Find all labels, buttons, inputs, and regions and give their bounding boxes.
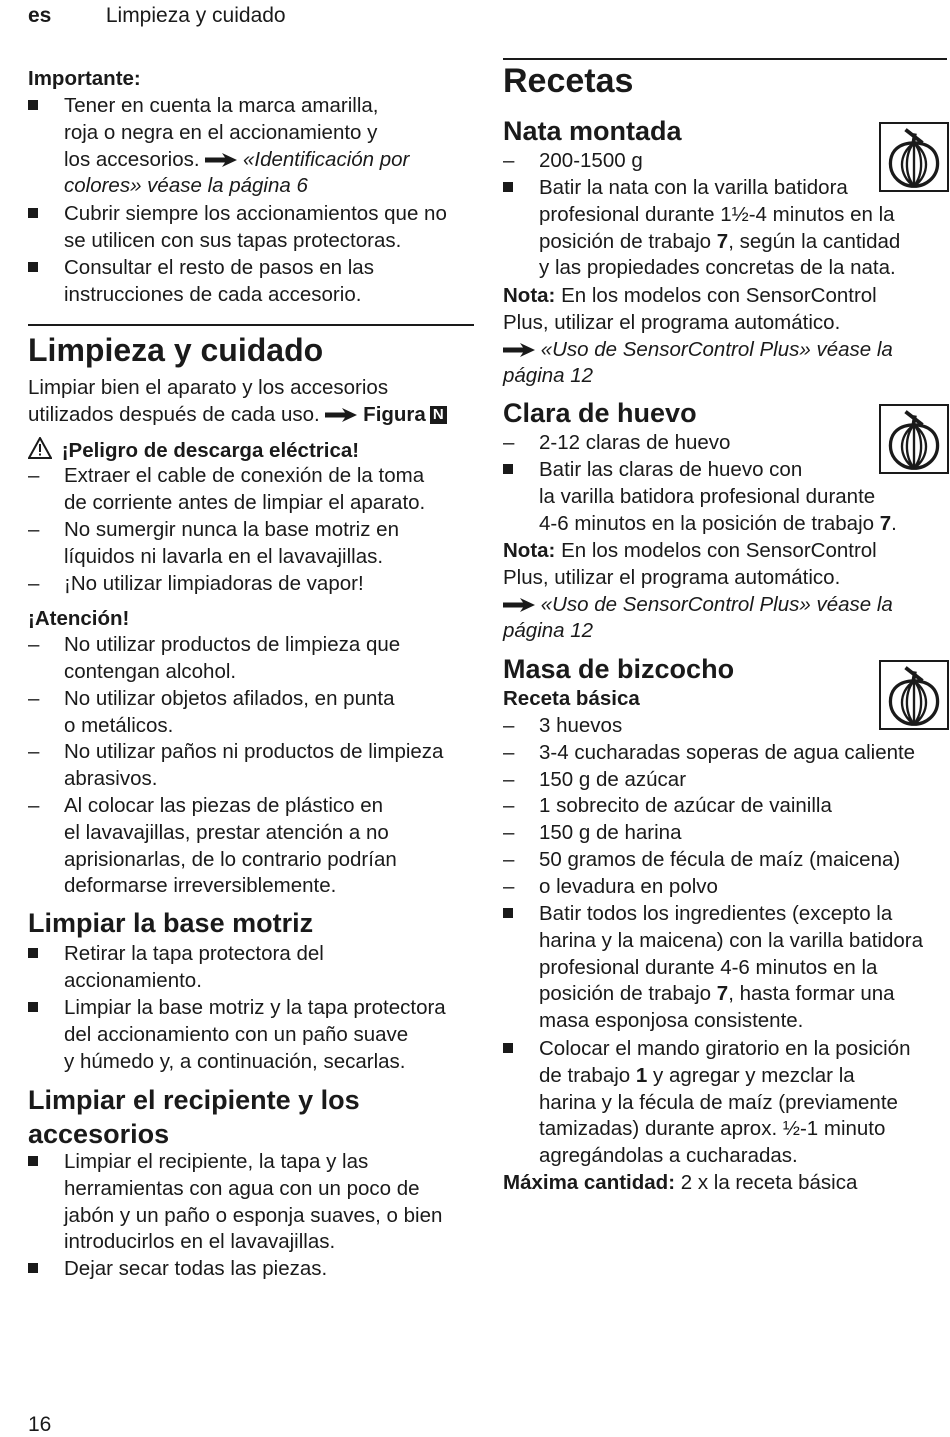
clara-step: Batir las claras de huevo con la varilla batidora profesional durante 4-6 minutos en la posición de trabajo 7. [503,457,897,537]
attention-title: ¡Atención! [28,607,130,630]
square-bullet-icon [28,100,38,110]
section-divider [503,58,947,60]
recipes-title: Recetas [503,62,634,100]
arrow-right-icon [205,153,237,167]
attention-item-1: – No utilizar productos de limpieza que contengan alcohol. [28,633,401,683]
ingredient-item: o levadura en polvo [539,874,718,898]
square-bullet-icon [28,1002,38,1012]
square-bullet-icon [503,1043,513,1053]
page-header [28,4,286,28]
clara-qty: – 2-12 claras de huevo [503,431,731,454]
square-bullet-icon [503,464,513,474]
figure-label-badge: N [430,406,447,424]
base-title: Limpiar la base motriz [28,908,314,938]
attention-item-3: – No utilizar paños ni productos de limpieza abrasivos. [28,740,444,790]
arrow-right-icon [503,598,535,612]
language-code: es [28,4,52,27]
danger-heading: ¡Peligro de descarga eléctrica! [28,437,359,465]
base-item-1: Retirar la tapa protectora del accionamiento. [28,941,324,995]
nata-step: Batir la nata con la varilla batidora profesional durante 1½-4 minutos en la posición de trabajo 7, según la cantidad y las propiedades concretas de la nata. [503,175,900,282]
square-bullet-icon [28,1156,38,1166]
masa-step-2: Colocar el mando giratorio en la posición de trabajo 1 y agregar y mezclar la harina y la fécula de maíz (previamente tamizadas) durante aprox. ½-1 minuto agregándolas a cucharadas. [503,1036,910,1170]
masa-subtitle: Receta básica [503,687,640,710]
arrow-right-icon [325,408,357,422]
base-item-2: Limpiar la base motriz y la tapa protectora del accionamiento con un paño suave y húmedo y, a continuación, secarlas. [28,995,446,1075]
cleaning-intro: Limpiar bien el aparato y los accesorios utilizados después de cada uso. Figura N [28,375,447,429]
clara-note: Nota: En los modelos con SensorControl Plus, utilizar el programa automático. «Uso de SensorControl Plus» véase la página 12 [503,539,893,643]
danger-item-1: – Extraer el cable de conexión de la toma de corriente antes de limpiar el aparato. [28,464,426,514]
square-bullet-icon [28,208,38,218]
cleaning-title: Limpieza y cuidado [28,332,324,368]
bowl-item-2: Dejar secar todas las piezas. [28,1256,327,1283]
masa-ingredients: – 3 huevos – 3-4 cucharadas soperas de agua caliente – 150 g de azúcar – 1 sobrecito de azúcar de vainilla – 150 g de harina – 50 gramos de fécula de maíz (maicena) – o levadura en polvo [503,713,915,901]
ingredient-item: 3 huevos [539,714,623,737]
danger-item-2: – No sumergir nunca la base motriz en líquidos ni lavarla en el lavavajillas. [28,518,399,568]
masa-step-1: Batir todos los ingredientes (excepto la harina y la maicena) con la varilla batidora profesional durante 4-6 minutos en la posición de trabajo 7, hasta formar una masa esponjosa consistente. [503,901,923,1035]
important-item-2: Cubrir siempre los accionamientos que no se utilicen con sus tapas protectoras. [28,201,447,255]
important-title: Importante: [28,67,141,90]
nata-qty: – 200-1500 g [503,149,643,172]
header-section: Limpieza y cuidado [105,4,286,27]
danger-item-3: – ¡No utilizar limpiadoras de vapor! [28,572,364,595]
recipe-title-clara: Clara de huevo [503,398,697,428]
bowl-title: Limpiar el recipiente y los accesorios [28,1085,360,1149]
ingredient-item: 150 g de harina [539,821,682,845]
warning-triangle-icon [28,437,52,459]
recipe-title-nata: Nata montada [503,116,682,146]
square-bullet-icon [28,262,38,272]
attention-item-4: – Al colocar las piezas de plástico en el lavavajillas, prestar atención a no aprisionarlas, de lo contrario podrían deformarse irreversiblemente. [28,794,397,898]
recipe-title-masa: Masa de bizcocho [503,654,735,684]
arrow-right-icon [503,343,535,357]
ingredient-item: 1 sobrecito de azúcar de vainilla [539,794,832,818]
important-item-3: Consultar el resto de pasos en las instrucciones de cada accesorio. [28,255,374,309]
square-bullet-icon [28,948,38,958]
nata-note: Nota: En los modelos con SensorControl Plus, utilizar el programa automático. «Uso de SensorControl Plus» véase la página 12 [503,284,893,388]
page-number: 16 [28,1413,52,1436]
ingredient-item: 3-4 cucharadas soperas de agua caliente [539,740,916,764]
square-bullet-icon [503,182,513,192]
ingredient-item: 50 gramos de fécula de maíz (maicena) [539,847,901,871]
ingredient-item: 150 g de azúcar [539,767,687,791]
important-item-1: Tener en cuenta la marca amarilla, roja o negra en el accionamiento y los accesorios. «Identificación por colores» véase la página 6 [28,93,409,200]
attention-item-2: – No utilizar objetos afilados, en punta o metálicos. [28,687,395,737]
bowl-item-1: Limpiar el recipiente, la tapa y las herramientas con agua con un poco de jabón y un paño o esponja suaves, o bien introducirlos en el lavavajillas. [28,1149,442,1256]
section-divider [28,324,474,326]
square-bullet-icon [28,1263,38,1273]
max-quantity: Máxima cantidad: 2 x la receta básica [503,1171,858,1194]
square-bullet-icon [503,908,513,918]
